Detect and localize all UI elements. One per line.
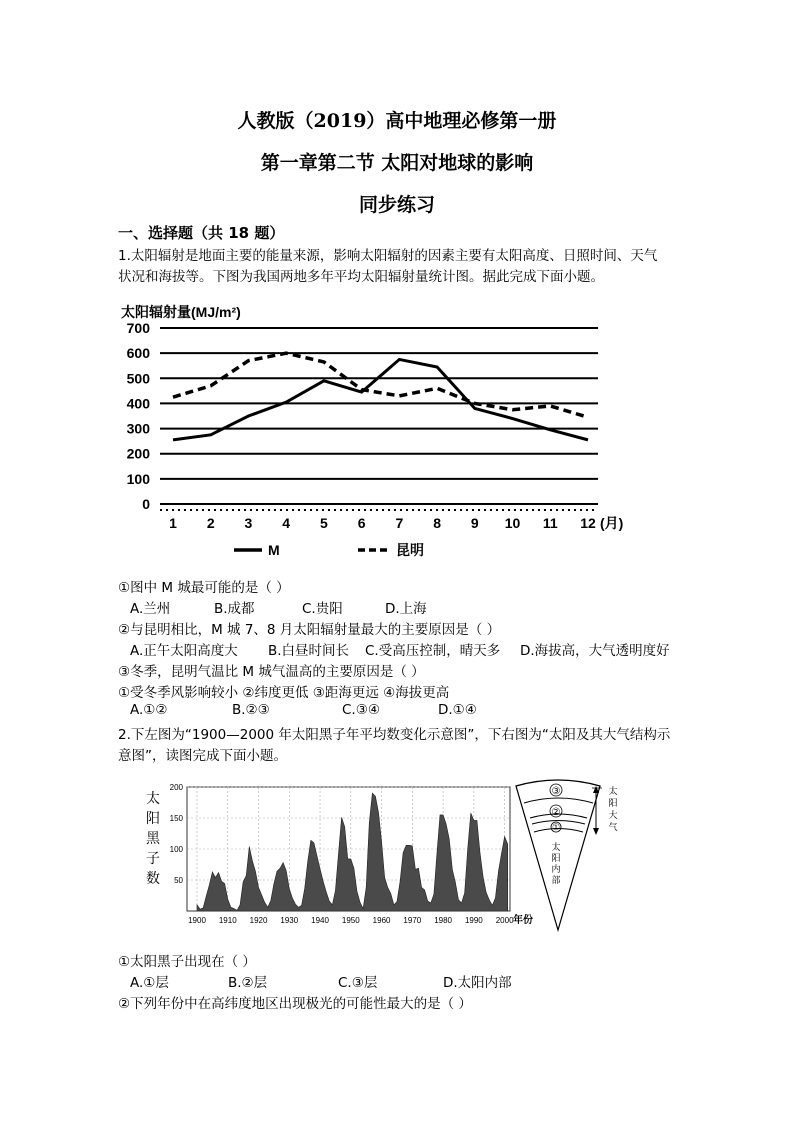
- q1-sub2-opt-c[interactable]: C.受高压控制，晴天多: [365, 643, 501, 659]
- x-tick-label: 12: [580, 515, 596, 531]
- sunspot-y-label: 太 阳黑子数: [146, 790, 160, 886]
- q1-sub3-opt-d[interactable]: D.①④: [438, 702, 477, 718]
- sun-atmosphere-label: 太阳大气: [608, 786, 618, 832]
- y-tick-label: 600: [126, 345, 150, 362]
- x-tick-label: 1910: [218, 916, 237, 925]
- radiation-chart: [110, 295, 650, 570]
- q1-sub2-opt-b[interactable]: B.白昼时间长: [268, 643, 350, 659]
- radiation-y-label: 太阳辐射量(MJ/m²): [121, 304, 241, 320]
- y-tick-label: 700: [126, 320, 150, 336]
- layer-2-label: ②: [551, 807, 561, 818]
- x-tick-label: 1900: [188, 916, 206, 925]
- q2-sub1-opt-d[interactable]: D.太阳内部: [443, 975, 512, 991]
- q1-sub1-opt-a[interactable]: A.兰州: [130, 601, 171, 617]
- q2-stem-line2: 意图”，读图完成下面小题。: [118, 748, 287, 764]
- q1-stem-line2: 状况和海拔等。下图为我国两地多年平均太阳辐射量统计图。据此完成下面小题。: [118, 269, 604, 285]
- q2-stem-line1: 2.下左图为“1900—2000 年太阳黑子年平均数变化示意图”，下右图为“太阳及其大气结构示: [118, 727, 671, 743]
- x-tick-label: 1930: [280, 916, 299, 925]
- y-tick-label: 100: [126, 470, 150, 487]
- document-title: 人教版（2019）高中地理必修第一册: [237, 110, 557, 132]
- q1-sub3-opt-a[interactable]: A.①②: [130, 702, 168, 718]
- q1-sub1-opt-b[interactable]: B.成都: [214, 601, 255, 617]
- x-tick-label: 4: [282, 515, 291, 531]
- x-tick-label: 8: [433, 515, 441, 531]
- x-tick-label: 5: [320, 515, 328, 531]
- y-tick-label: 50: [174, 876, 183, 885]
- x-tick-label: 1920: [249, 916, 268, 925]
- y-tick-label: 300: [126, 420, 150, 437]
- layer-1-label: ①: [551, 822, 561, 832]
- x-tick-label: 1: [169, 515, 177, 531]
- x-tick-label: 2: [206, 515, 215, 531]
- q1-sub3-opt-c[interactable]: C.③④: [342, 702, 380, 718]
- y-tick-label: 200: [126, 445, 150, 462]
- sunspot-area: [197, 793, 508, 911]
- q1-sub2-opt-d[interactable]: D.海拔高，大气透明度好: [520, 643, 670, 659]
- legend-kunming-label: 昆明: [396, 542, 424, 558]
- sunspot-chart: [140, 778, 545, 933]
- section-heading: 一、选择题（共 18 题）: [118, 224, 285, 242]
- x-tick-label: 11: [542, 515, 558, 531]
- subtitle: 同步练习: [358, 194, 435, 216]
- q1-sub1: ①图中 M 城最可能的是（ ）: [118, 580, 290, 596]
- layer-3-label: ③: [551, 786, 561, 797]
- q2-sub1-opt-a[interactable]: A.①层: [130, 975, 169, 991]
- x-tick-label: 1960: [372, 916, 391, 925]
- x-tick-label: 3: [244, 515, 253, 531]
- series-kunming-line: [173, 353, 588, 417]
- q1-sub3: ③冬季，昆明气温比 M 城气温高的主要原因是（ ）: [118, 664, 425, 680]
- x-tick-label: 2000: [495, 916, 514, 925]
- x-tick-label: 1990: [464, 916, 483, 925]
- x-tick-label: 1970: [403, 916, 422, 925]
- x-tick-label: 1950: [341, 916, 360, 925]
- legend-m-label: M: [268, 542, 280, 558]
- y-tick-label: 100: [169, 845, 183, 854]
- y-tick-label: 500: [126, 370, 150, 387]
- q1-sub3-items: ①受冬季风影响较小 ②纬度更低 ③距海更远 ④海拔更高: [118, 685, 450, 701]
- y-tick-label: 0: [142, 496, 150, 512]
- q1-sub2: ②与昆明相比，M 城 7、8 月太阳辐射量最大的主要原因是（ ）: [118, 622, 501, 638]
- x-tick-label: 10: [504, 515, 521, 531]
- chapter-title: 第一章第二节 太阳对地球的影响: [260, 152, 534, 174]
- sun-interior-label: 太阳内部: [551, 842, 561, 885]
- sunspot-x-label: 年份: [513, 915, 533, 926]
- y-tick-label: 150: [169, 814, 183, 823]
- x-tick-label: 7: [395, 515, 404, 531]
- x-tick-label: 1980: [434, 916, 452, 925]
- x-tick-label: 6: [357, 515, 366, 531]
- y-tick-label: 400: [126, 395, 150, 412]
- q2-sub1-opt-b[interactable]: B.②层: [228, 975, 268, 991]
- x-tick-label: 9: [470, 515, 479, 531]
- y-tick-label: 200: [169, 783, 183, 792]
- x-tick-label: 1940: [311, 916, 329, 925]
- q2-sub1-opt-c[interactable]: C.③层: [338, 975, 378, 991]
- q1-sub1-opt-d[interactable]: D.上海: [385, 601, 427, 617]
- q2-sub1: ①太阳黑子出现在（ ）: [118, 954, 256, 970]
- sun-structure-diagram: [510, 776, 635, 936]
- q2-sub2: ②下列年份中在高纬度地区出现极光的可能性最大的是（ ）: [118, 996, 472, 1012]
- q1-sub2-opt-a[interactable]: A.正午太阳高度大: [130, 643, 238, 659]
- radiation-x-unit: (月): [600, 515, 624, 531]
- q1-sub3-opt-b[interactable]: B.②③: [232, 702, 270, 718]
- q1-stem-line1: 1.太阳辐射是地面主要的能量来源，影响太阳辐射的因素主要有太阳高度、日照时间、天气: [118, 248, 658, 264]
- q1-sub1-opt-c[interactable]: C.贵阳: [302, 601, 343, 617]
